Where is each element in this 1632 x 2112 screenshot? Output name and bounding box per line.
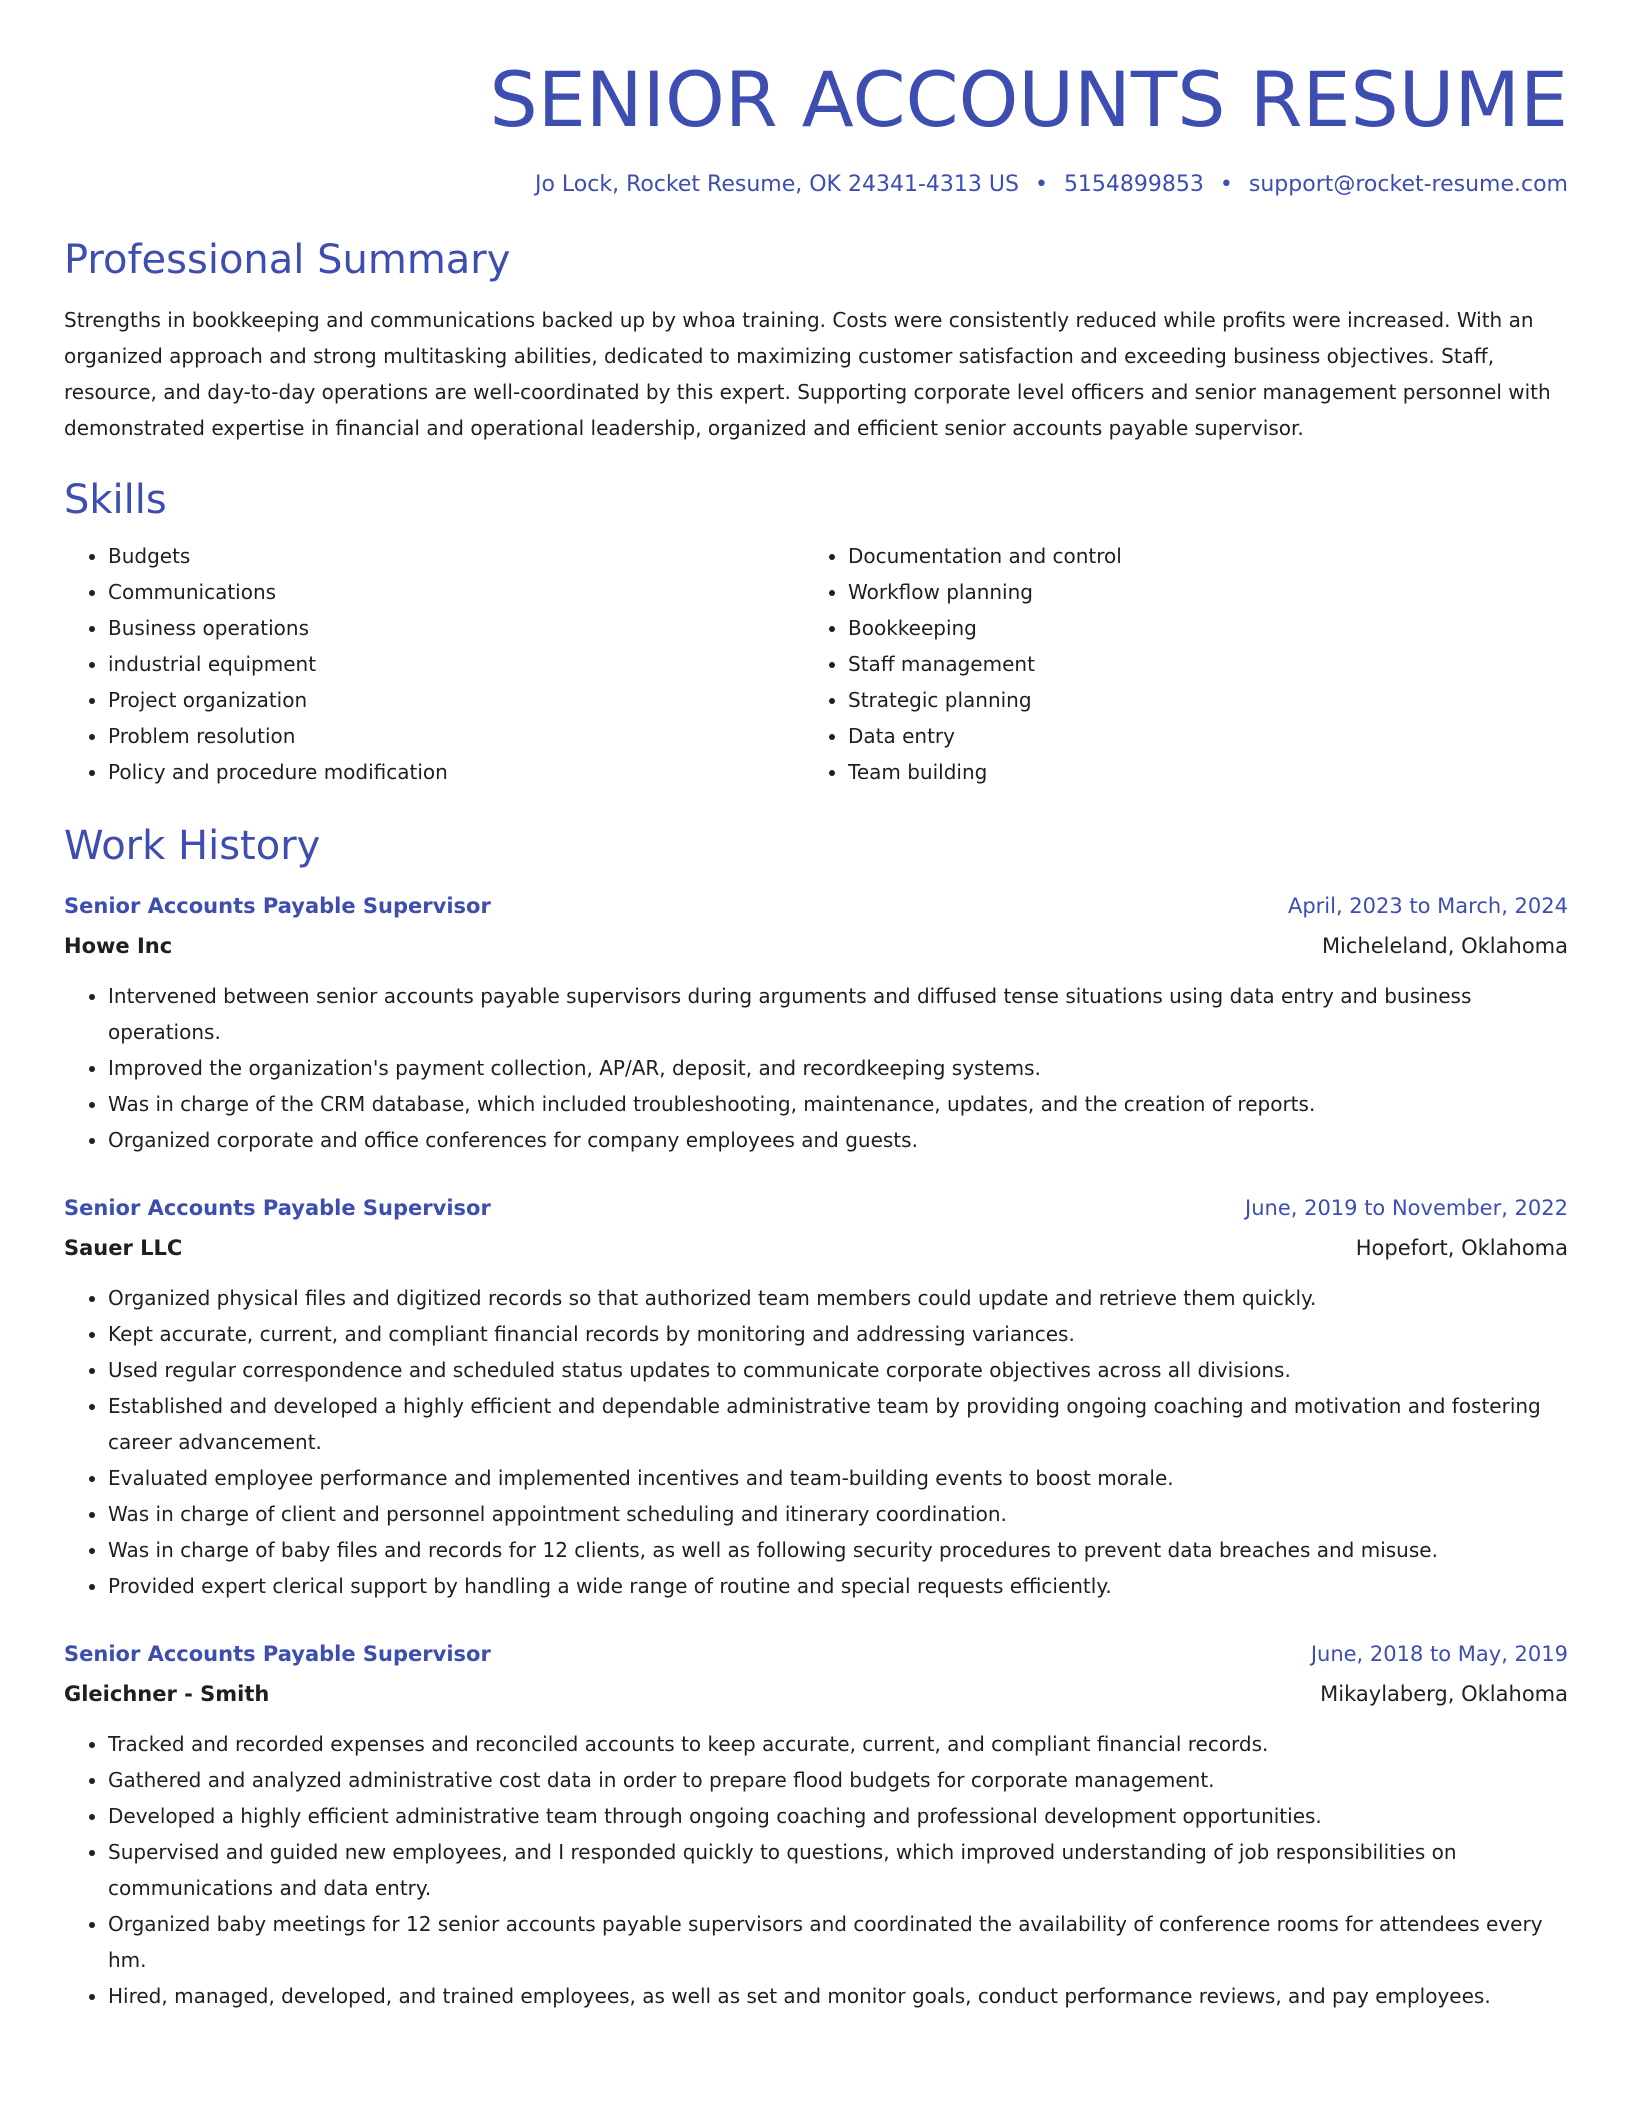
job-location: Micheleland, Oklahoma [1321,934,1568,958]
job-bullet: • Used regular correspondence and scheduled status updates to communicate corporate objectives across all divisions. [108,1352,1568,1388]
skill-item: • Staff management [848,646,1544,682]
job-bullet: • Evaluated employee performance and implemented incentives and team-building events to boost morale. [108,1460,1568,1496]
job-header [64,1188,1568,1228]
job-bullet: • Kept accurate, current, and compliant financial records by monitoring and addressing variances. [108,1316,1568,1352]
contact-line [64,170,1568,200]
skills-column-left [64,538,804,790]
summary-text: Strengths in bookkeeping and communications backed up by whoa training. Costs were consistently reduced while profits were increased. With an organized approach and strong multitasking abilities, dedicated to maximizing customer satisfaction and exceeding business objectives. Staff, resource, and day-to-day operations are well-coordinated by this expert. Supporting corporate level officers and senior management personnel with demonstrated expertise in financial and operational leadership, organized and efficient senior accounts payable supervisor. [64,308,1551,440]
job-subheader [64,1228,1568,1268]
skill-item: • Policy and procedure modification [108,754,804,790]
job-header [64,886,1568,926]
skill-item: • Business operations [108,610,804,646]
job-bullet: • Gathered and analyzed administrative cost data in order to prepare flood budgets for corporate management. [108,1762,1568,1798]
job-title: Senior Accounts Payable Supervisor [64,894,491,918]
job-bullets [64,1280,1568,1604]
skill-item: • Team building [848,754,1544,790]
skills-column-right [804,538,1544,790]
skill-item: • Workflow planning [848,574,1544,610]
resume-page [64,52,1568,2014]
job-bullets [64,1726,1568,2014]
job-entry [64,1634,1568,2014]
contact-separator: • [1034,172,1048,197]
skills-heading: Skills [64,477,167,523]
summary-heading: Professional Summary [64,237,511,283]
job-title: Senior Accounts Payable Supervisor [64,1196,491,1220]
job-bullet: • Was in charge of the CRM database, which included troubleshooting, maintenance, updates, and the creation of reports. [108,1086,1568,1122]
job-bullet: • Developed a highly efficient administrative team through ongoing coaching and professional development opportunities. [108,1798,1568,1834]
job-subheader [64,926,1568,966]
skill-item: • Problem resolution [108,718,804,754]
job-location: Hopefort, Oklahoma [1355,1236,1568,1260]
job-bullet: • Was in charge of baby files and records for 12 clients, as well as following security procedures to prevent data breaches and misuse. [108,1532,1568,1568]
skill-item: • Project organization [108,682,804,718]
job-company: Howe Inc [64,934,173,958]
job-entry [64,886,1568,1158]
skill-item: • Communications [108,574,804,610]
job-bullet: • Intervened between senior accounts payable supervisors during arguments and diffused tense situations using data entry and business operations. [108,978,1568,1050]
skill-item: • Documentation and control [848,538,1544,574]
job-subheader [64,1674,1568,1714]
skill-item: • Budgets [108,538,804,574]
job-company: Gleichner - Smith [64,1682,270,1706]
job-bullets [64,978,1568,1158]
job-company: Sauer LLC [64,1236,183,1260]
contact-separator: • [1219,172,1233,197]
skill-item: • Bookkeeping [848,610,1544,646]
job-bullet: • Organized physical files and digitized records so that authorized team members could update and retrieve them quickly. [108,1280,1568,1316]
job-location: Mikaylaberg, Oklahoma [1320,1682,1568,1706]
skill-item: • Strategic planning [848,682,1544,718]
job-dates: June, 2019 to November, 2022 [1245,1196,1568,1220]
job-header [64,1634,1568,1674]
job-bullet: • Provided expert clerical support by handling a wide range of routine and special requests efficiently. [108,1568,1568,1604]
job-bullet: • Organized baby meetings for 12 senior accounts payable supervisors and coordinated the availability of conference rooms for attendees every hm. [108,1906,1568,1978]
skill-item: • Data entry [848,718,1544,754]
contact-email: support@rocket-resume.com [1248,172,1568,197]
contact-phone: 5154899853 [1063,172,1204,197]
contact-address: Jo Lock, Rocket Resume, OK 24341-4313 US [534,172,1019,197]
job-title: Senior Accounts Payable Supervisor [64,1642,491,1666]
skill-item: • industrial equipment [108,646,804,682]
job-bullet: • Tracked and recorded expenses and reconciled accounts to keep accurate, current, and compliant financial records. [108,1726,1568,1762]
job-dates: April, 2023 to March, 2024 [1287,894,1568,918]
skills-list [64,538,1568,790]
job-bullet: • Hired, managed, developed, and trained employees, as well as set and monitor goals, conduct performance reviews, and pay employees. [108,1978,1568,2014]
work-history-heading: Work History [64,823,321,869]
resume-title: SENIOR ACCOUNTS RESUME [489,55,1568,144]
job-bullet: • Organized corporate and office conferences for company employees and guests. [108,1122,1568,1158]
job-bullet: • Was in charge of client and personnel appointment scheduling and itinerary coordination. [108,1496,1568,1532]
job-entry [64,1188,1568,1604]
job-bullet: • Improved the organization's payment collection, AP/AR, deposit, and recordkeeping systems. [108,1050,1568,1086]
job-bullet: • Established and developed a highly efficient and dependable administrative team by providing ongoing coaching and motivation and fostering career advancement. [108,1388,1568,1460]
job-bullet: • Supervised and guided new employees, and I responded quickly to questions, which improved understanding of job responsibilities on communications and data entry. [108,1834,1568,1906]
job-dates: June, 2018 to May, 2019 [1310,1642,1568,1666]
